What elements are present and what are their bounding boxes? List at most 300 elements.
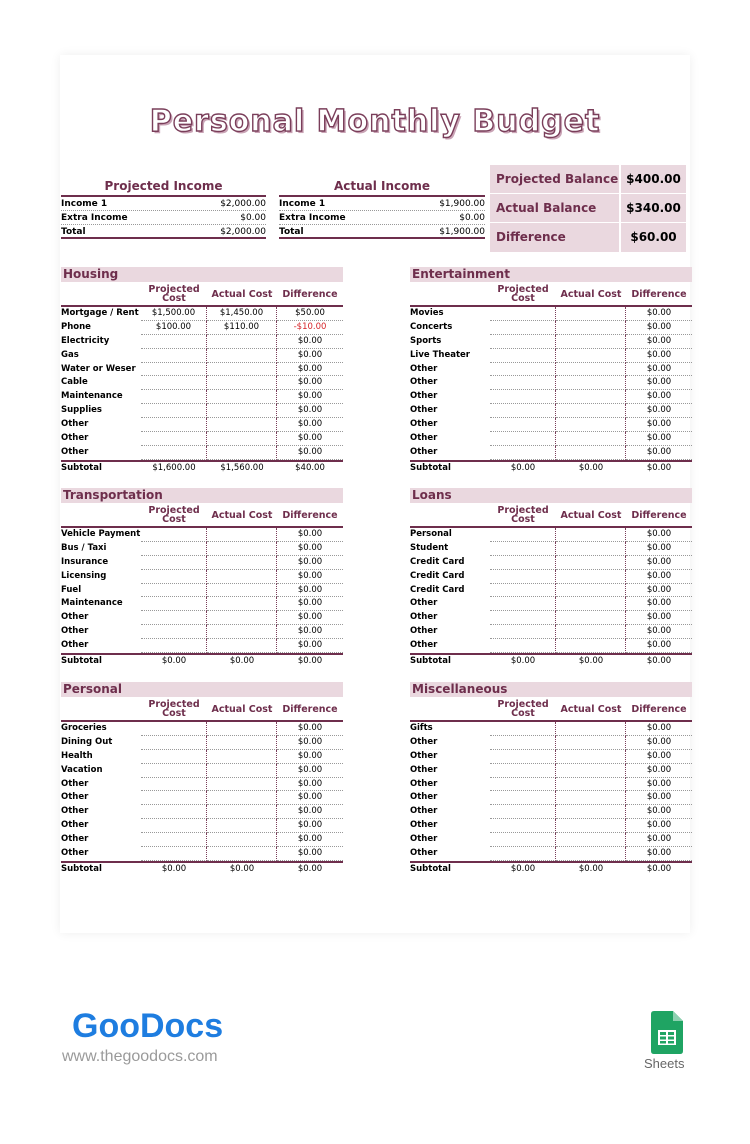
projected-cost-cell[interactable] bbox=[141, 805, 207, 819]
actual-cost-cell[interactable] bbox=[207, 764, 277, 778]
row-label: Student bbox=[410, 542, 449, 553]
difference-cell: $0.00 bbox=[626, 597, 692, 611]
difference-cell: $0.00 bbox=[277, 833, 343, 847]
actual-income-block bbox=[279, 179, 485, 239]
projected-cost-cell[interactable] bbox=[141, 418, 207, 432]
subtotal-row bbox=[410, 653, 692, 667]
table-row bbox=[61, 307, 343, 321]
column-header: Projected Cost bbox=[497, 505, 549, 525]
projected-cost-cell[interactable] bbox=[141, 584, 207, 598]
subtotal-actual: $0.00 bbox=[578, 863, 604, 874]
actual-cost-cell[interactable] bbox=[556, 736, 626, 750]
projected-cost-cell[interactable] bbox=[490, 805, 556, 819]
actual-cost-cell[interactable] bbox=[207, 584, 277, 598]
difference-cell: $0.00 bbox=[626, 791, 692, 805]
table-row bbox=[61, 847, 343, 861]
table-row bbox=[61, 639, 343, 653]
balance-row bbox=[490, 223, 686, 252]
actual-cost-cell[interactable] bbox=[207, 363, 277, 377]
row-label: Other bbox=[410, 377, 438, 388]
column-headers bbox=[61, 283, 343, 307]
subtotal-row bbox=[61, 861, 343, 875]
projected-cost-cell[interactable] bbox=[490, 750, 556, 764]
subtotal-label: Subtotal bbox=[410, 656, 451, 667]
logo-text: GooDocs bbox=[72, 1007, 224, 1045]
difference-cell: $0.00 bbox=[626, 335, 692, 349]
section-title: Transportation bbox=[61, 488, 343, 503]
balance-value: $340.00 bbox=[621, 194, 686, 222]
income-label: Extra Income bbox=[279, 213, 346, 223]
table-row bbox=[410, 833, 692, 847]
table-row bbox=[61, 446, 343, 460]
subtotal-actual: $0.00 bbox=[578, 462, 604, 473]
actual-cost-cell[interactable] bbox=[207, 722, 277, 736]
table-row bbox=[61, 736, 343, 750]
row-label: Other bbox=[61, 834, 89, 845]
table-row bbox=[410, 432, 692, 446]
income-label: Income 1 bbox=[61, 199, 108, 209]
projected-cost-cell[interactable] bbox=[141, 446, 207, 460]
difference-cell: $0.00 bbox=[277, 750, 343, 764]
balance-value: $60.00 bbox=[621, 223, 686, 252]
column-header: Projected Cost bbox=[148, 699, 200, 719]
balance-label: Difference bbox=[490, 223, 621, 252]
actual-cost-cell[interactable] bbox=[207, 611, 277, 625]
row-label: Other bbox=[410, 405, 438, 416]
projected-cost-cell[interactable] bbox=[141, 597, 207, 611]
projected-cost-cell[interactable] bbox=[141, 390, 207, 404]
actual-cost-cell[interactable] bbox=[556, 791, 626, 805]
actual-cost-cell[interactable] bbox=[556, 363, 626, 377]
table-row bbox=[61, 418, 343, 432]
projected-cost-cell[interactable] bbox=[141, 833, 207, 847]
row-label: Other bbox=[61, 848, 89, 859]
difference-cell: $0.00 bbox=[626, 404, 692, 418]
column-header: Actual Cost bbox=[560, 288, 622, 300]
subtotal-label: Subtotal bbox=[410, 462, 451, 473]
table-row bbox=[410, 736, 692, 750]
actual-cost-cell[interactable] bbox=[556, 611, 626, 625]
column-header: Difference bbox=[282, 288, 338, 300]
difference-cell: $0.00 bbox=[277, 363, 343, 377]
projected-cost-cell[interactable] bbox=[141, 778, 207, 792]
table-row bbox=[410, 819, 692, 833]
column-header-blank bbox=[61, 283, 141, 305]
row-label: Other bbox=[61, 806, 89, 817]
projected-cost-cell[interactable] bbox=[490, 432, 556, 446]
difference-cell: $0.00 bbox=[277, 584, 343, 598]
column-header: Actual Cost bbox=[560, 509, 622, 521]
projected-cost-cell[interactable] bbox=[490, 556, 556, 570]
subtotal-difference: $0.00 bbox=[646, 462, 672, 473]
row-label: Groceries bbox=[61, 723, 107, 733]
table-row bbox=[61, 597, 343, 611]
projected-cost-cell[interactable] bbox=[141, 363, 207, 377]
subtotal-row bbox=[410, 460, 692, 474]
difference-cell: $0.00 bbox=[626, 321, 692, 335]
actual-cost-cell[interactable] bbox=[207, 597, 277, 611]
table-row bbox=[61, 584, 343, 598]
difference-cell: $0.00 bbox=[626, 778, 692, 792]
projected-cost-cell[interactable] bbox=[141, 750, 207, 764]
table-row bbox=[410, 847, 692, 861]
projected-cost-cell[interactable] bbox=[490, 764, 556, 778]
difference-cell: $0.00 bbox=[626, 376, 692, 390]
subtotal-projected: $0.00 bbox=[510, 656, 536, 667]
actual-cost-cell[interactable] bbox=[207, 833, 277, 847]
difference-cell: $0.00 bbox=[277, 597, 343, 611]
row-label: Other bbox=[61, 612, 89, 623]
difference-cell: $0.00 bbox=[277, 791, 343, 805]
subtotal-projected: $0.00 bbox=[510, 462, 536, 473]
actual-cost-cell[interactable]: $1,450.00 bbox=[207, 307, 277, 321]
actual-cost-cell[interactable] bbox=[207, 736, 277, 750]
actual-cost-cell[interactable]: $110.00 bbox=[207, 321, 277, 335]
projected-cost-cell[interactable] bbox=[141, 349, 207, 363]
row-label: Credit Card bbox=[410, 570, 465, 581]
income-value[interactable]: $2,000.00 bbox=[220, 199, 266, 209]
projected-cost-cell[interactable] bbox=[490, 335, 556, 349]
projected-cost-cell[interactable] bbox=[490, 570, 556, 584]
projected-cost-cell[interactable] bbox=[490, 349, 556, 363]
projected-cost-cell[interactable]: $1,500.00 bbox=[141, 307, 207, 321]
actual-cost-cell[interactable] bbox=[556, 750, 626, 764]
actual-cost-cell[interactable] bbox=[556, 418, 626, 432]
table-row bbox=[410, 778, 692, 792]
column-header: Actual Cost bbox=[560, 703, 622, 715]
actual-cost-cell[interactable] bbox=[556, 597, 626, 611]
actual-cost-cell[interactable] bbox=[556, 819, 626, 833]
projected-cost-cell[interactable] bbox=[141, 542, 207, 556]
projected-cost-cell[interactable] bbox=[490, 321, 556, 335]
difference-cell: $0.00 bbox=[626, 446, 692, 460]
row-label: Other bbox=[410, 820, 438, 831]
income-value: $2,000.00 bbox=[220, 227, 266, 237]
table-row bbox=[61, 611, 343, 625]
actual-cost-cell[interactable] bbox=[207, 390, 277, 404]
actual-cost-cell[interactable] bbox=[207, 847, 277, 861]
projected-cost-cell[interactable] bbox=[141, 432, 207, 446]
actual-cost-cell[interactable] bbox=[556, 335, 626, 349]
income-label: Income 1 bbox=[279, 199, 326, 209]
row-label: Other bbox=[410, 419, 438, 430]
actual-cost-cell[interactable] bbox=[207, 819, 277, 833]
actual-cost-cell[interactable] bbox=[207, 805, 277, 819]
row-label: Other bbox=[61, 626, 89, 637]
actual-cost-cell[interactable] bbox=[207, 404, 277, 418]
actual-cost-cell[interactable] bbox=[556, 847, 626, 861]
difference-cell: $0.00 bbox=[277, 390, 343, 404]
table-row bbox=[410, 335, 692, 349]
actual-cost-cell[interactable] bbox=[207, 542, 277, 556]
difference-cell: $0.00 bbox=[277, 528, 343, 542]
projected-income-block bbox=[61, 179, 266, 239]
actual-cost-cell[interactable] bbox=[556, 833, 626, 847]
difference-cell: $0.00 bbox=[626, 805, 692, 819]
actual-cost-cell[interactable] bbox=[207, 528, 277, 542]
projected-cost-cell[interactable] bbox=[141, 570, 207, 584]
column-header-blank bbox=[410, 504, 490, 526]
difference-cell: $0.00 bbox=[277, 335, 343, 349]
table-row bbox=[410, 791, 692, 805]
difference-cell: $0.00 bbox=[277, 404, 343, 418]
row-label: Other bbox=[61, 792, 89, 803]
column-headers bbox=[61, 504, 343, 528]
income-label: Total bbox=[279, 227, 304, 237]
subtotal-row bbox=[61, 653, 343, 667]
income-row bbox=[279, 211, 485, 225]
section-title: Miscellaneous bbox=[410, 682, 692, 697]
income-value: $1,900.00 bbox=[439, 227, 485, 237]
actual-cost-cell[interactable] bbox=[556, 404, 626, 418]
column-headers bbox=[410, 504, 692, 528]
actual-cost-cell[interactable] bbox=[556, 805, 626, 819]
difference-cell: $0.00 bbox=[277, 570, 343, 584]
projected-cost-cell[interactable] bbox=[490, 778, 556, 792]
table-row bbox=[410, 556, 692, 570]
section-housing bbox=[61, 267, 343, 474]
difference-cell: $0.00 bbox=[626, 833, 692, 847]
actual-cost-cell[interactable] bbox=[556, 570, 626, 584]
projected-cost-cell[interactable] bbox=[141, 611, 207, 625]
actual-cost-cell[interactable] bbox=[556, 528, 626, 542]
difference-cell: $0.00 bbox=[277, 625, 343, 639]
projected-cost-cell[interactable] bbox=[141, 556, 207, 570]
difference-cell: $0.00 bbox=[277, 847, 343, 861]
row-label: Fuel bbox=[61, 584, 82, 595]
difference-cell: $50.00 bbox=[277, 307, 343, 321]
projected-cost-cell[interactable] bbox=[490, 833, 556, 847]
difference-cell: $0.00 bbox=[626, 847, 692, 861]
row-label: Personal bbox=[410, 529, 452, 539]
section-personal bbox=[61, 682, 343, 875]
row-label: Other bbox=[410, 391, 438, 402]
column-header: Difference bbox=[631, 509, 687, 521]
income-total-row bbox=[61, 225, 266, 239]
difference-cell: $0.00 bbox=[626, 363, 692, 377]
actual-cost-cell[interactable] bbox=[207, 791, 277, 805]
row-label: Health bbox=[61, 750, 93, 761]
projected-cost-cell[interactable] bbox=[490, 418, 556, 432]
section-title: Loans bbox=[410, 488, 692, 503]
income-value[interactable]: $0.00 bbox=[459, 213, 485, 223]
actual-cost-cell[interactable] bbox=[556, 778, 626, 792]
table-row bbox=[61, 819, 343, 833]
projected-cost-cell[interactable] bbox=[490, 376, 556, 390]
difference-cell: $0.00 bbox=[277, 805, 343, 819]
difference-cell: $0.00 bbox=[626, 390, 692, 404]
projected-cost-cell[interactable] bbox=[490, 639, 556, 653]
table-row bbox=[61, 542, 343, 556]
column-header-blank bbox=[61, 698, 141, 720]
row-label: Other bbox=[410, 598, 438, 609]
row-label: Credit Card bbox=[410, 556, 465, 567]
difference-cell: $0.00 bbox=[626, 556, 692, 570]
section-title: Personal bbox=[61, 682, 343, 697]
projected-cost-cell[interactable] bbox=[141, 528, 207, 542]
difference-cell: $0.00 bbox=[626, 349, 692, 363]
column-headers bbox=[410, 283, 692, 307]
actual-cost-cell[interactable] bbox=[556, 432, 626, 446]
table-row bbox=[410, 390, 692, 404]
difference-cell: $0.00 bbox=[277, 418, 343, 432]
row-label: Bus / Taxi bbox=[61, 542, 107, 553]
row-label: Other bbox=[410, 806, 438, 817]
actual-cost-cell[interactable] bbox=[556, 639, 626, 653]
actual-cost-cell[interactable] bbox=[556, 376, 626, 390]
projected-cost-cell[interactable] bbox=[141, 819, 207, 833]
row-label: Dining Out bbox=[61, 736, 113, 747]
projected-cost-cell[interactable] bbox=[490, 722, 556, 736]
difference-cell: $0.00 bbox=[626, 736, 692, 750]
subtotal-difference: $0.00 bbox=[297, 656, 323, 667]
row-label: Other bbox=[61, 820, 89, 831]
actual-cost-cell[interactable] bbox=[556, 764, 626, 778]
projected-cost-cell[interactable] bbox=[490, 791, 556, 805]
column-header: Actual Cost bbox=[211, 288, 273, 300]
row-label: Supplies bbox=[61, 405, 102, 416]
row-label: Other bbox=[410, 750, 438, 761]
projected-cost-cell[interactable] bbox=[490, 819, 556, 833]
difference-cell: $0.00 bbox=[626, 611, 692, 625]
difference-cell: $0.00 bbox=[277, 446, 343, 460]
column-header: Projected Cost bbox=[497, 284, 549, 304]
actual-cost-cell[interactable] bbox=[207, 625, 277, 639]
subtotal-projected: $0.00 bbox=[510, 863, 536, 874]
projected-cost-cell[interactable] bbox=[490, 390, 556, 404]
section-entertainment bbox=[410, 267, 692, 474]
difference-cell: $0.00 bbox=[277, 639, 343, 653]
actual-income-title: Actual Income bbox=[333, 179, 431, 193]
income-value[interactable]: $0.00 bbox=[240, 213, 266, 223]
projected-cost-cell[interactable] bbox=[141, 625, 207, 639]
subtotal-difference: $0.00 bbox=[646, 863, 672, 874]
table-row bbox=[61, 404, 343, 418]
actual-cost-cell[interactable] bbox=[556, 722, 626, 736]
projected-cost-cell[interactable] bbox=[141, 335, 207, 349]
balance-value: $400.00 bbox=[621, 165, 686, 193]
actual-cost-cell[interactable] bbox=[207, 446, 277, 460]
column-header: Projected Cost bbox=[148, 284, 200, 304]
actual-cost-cell[interactable] bbox=[207, 418, 277, 432]
table-row bbox=[410, 639, 692, 653]
difference-cell: $0.00 bbox=[277, 432, 343, 446]
projected-cost-cell[interactable] bbox=[141, 404, 207, 418]
projected-cost-cell[interactable] bbox=[490, 542, 556, 556]
actual-cost-cell[interactable] bbox=[556, 542, 626, 556]
projected-cost-cell[interactable] bbox=[141, 722, 207, 736]
projected-cost-cell[interactable] bbox=[490, 404, 556, 418]
section-loans bbox=[410, 488, 692, 667]
projected-cost-cell[interactable] bbox=[490, 363, 556, 377]
table-row bbox=[410, 404, 692, 418]
projected-cost-cell[interactable] bbox=[141, 639, 207, 653]
subtotal-row bbox=[61, 460, 343, 474]
projected-cost-cell[interactable] bbox=[141, 791, 207, 805]
projected-cost-cell[interactable]: $100.00 bbox=[141, 321, 207, 335]
projected-cost-cell[interactable] bbox=[141, 736, 207, 750]
column-header: Difference bbox=[282, 509, 338, 521]
table-row bbox=[61, 805, 343, 819]
row-label: Other bbox=[410, 792, 438, 803]
subtotal-label: Subtotal bbox=[61, 462, 102, 473]
actual-cost-cell[interactable] bbox=[207, 639, 277, 653]
projected-cost-cell[interactable] bbox=[141, 847, 207, 861]
column-header-blank bbox=[61, 504, 141, 526]
row-label: Other bbox=[61, 433, 89, 444]
income-value[interactable]: $1,900.00 bbox=[439, 199, 485, 209]
row-label: Gas bbox=[61, 349, 79, 360]
table-row bbox=[61, 528, 343, 542]
projected-cost-cell[interactable] bbox=[490, 446, 556, 460]
actual-cost-cell[interactable] bbox=[207, 570, 277, 584]
projected-cost-cell[interactable] bbox=[490, 307, 556, 321]
actual-cost-cell[interactable] bbox=[207, 349, 277, 363]
projected-cost-cell[interactable] bbox=[490, 625, 556, 639]
actual-cost-cell[interactable] bbox=[556, 625, 626, 639]
difference-cell: $0.00 bbox=[626, 307, 692, 321]
difference-cell: $0.00 bbox=[277, 376, 343, 390]
actual-cost-cell[interactable] bbox=[556, 584, 626, 598]
actual-cost-cell[interactable] bbox=[207, 335, 277, 349]
row-label: Other bbox=[61, 419, 89, 430]
projected-cost-cell[interactable] bbox=[490, 597, 556, 611]
actual-cost-cell[interactable] bbox=[556, 556, 626, 570]
row-label: Other bbox=[410, 626, 438, 637]
page-title: Personal Monthly Budget bbox=[149, 104, 601, 139]
table-row bbox=[410, 349, 692, 363]
actual-cost-cell[interactable] bbox=[207, 750, 277, 764]
table-row bbox=[61, 390, 343, 404]
projected-cost-cell[interactable] bbox=[141, 376, 207, 390]
difference-cell: $0.00 bbox=[626, 625, 692, 639]
row-label: Insurance bbox=[61, 556, 109, 567]
row-label: Live Theater bbox=[410, 349, 470, 360]
balance-label: Actual Balance bbox=[490, 194, 621, 222]
row-label: Movies bbox=[410, 308, 444, 318]
actual-cost-cell[interactable] bbox=[207, 432, 277, 446]
projected-cost-cell[interactable] bbox=[490, 611, 556, 625]
projected-cost-cell[interactable] bbox=[490, 847, 556, 861]
subtotal-difference: $0.00 bbox=[646, 656, 672, 667]
column-header: Actual Cost bbox=[211, 703, 273, 715]
projected-cost-cell[interactable] bbox=[141, 764, 207, 778]
actual-cost-cell[interactable] bbox=[207, 556, 277, 570]
row-label: Other bbox=[410, 764, 438, 775]
actual-cost-cell[interactable] bbox=[556, 349, 626, 363]
actual-cost-cell[interactable] bbox=[556, 390, 626, 404]
actual-cost-cell[interactable] bbox=[556, 307, 626, 321]
actual-cost-cell[interactable] bbox=[207, 376, 277, 390]
goodocs-logo bbox=[72, 1007, 223, 1046]
projected-cost-cell[interactable] bbox=[490, 584, 556, 598]
balance-summary bbox=[490, 165, 686, 252]
difference-cell: $0.00 bbox=[277, 764, 343, 778]
row-label: Other bbox=[61, 446, 89, 457]
table-row bbox=[410, 446, 692, 460]
difference-cell: -$10.00 bbox=[277, 321, 343, 335]
actual-cost-cell[interactable] bbox=[207, 778, 277, 792]
column-header: Difference bbox=[631, 703, 687, 715]
subtotal-actual: $0.00 bbox=[229, 656, 255, 667]
website-url[interactable]: www.thegoodocs.com bbox=[62, 1048, 218, 1065]
projected-cost-cell[interactable] bbox=[490, 528, 556, 542]
table-row bbox=[61, 349, 343, 363]
actual-cost-cell[interactable] bbox=[556, 321, 626, 335]
table-row bbox=[61, 750, 343, 764]
projected-cost-cell[interactable] bbox=[490, 736, 556, 750]
actual-cost-cell[interactable] bbox=[556, 446, 626, 460]
